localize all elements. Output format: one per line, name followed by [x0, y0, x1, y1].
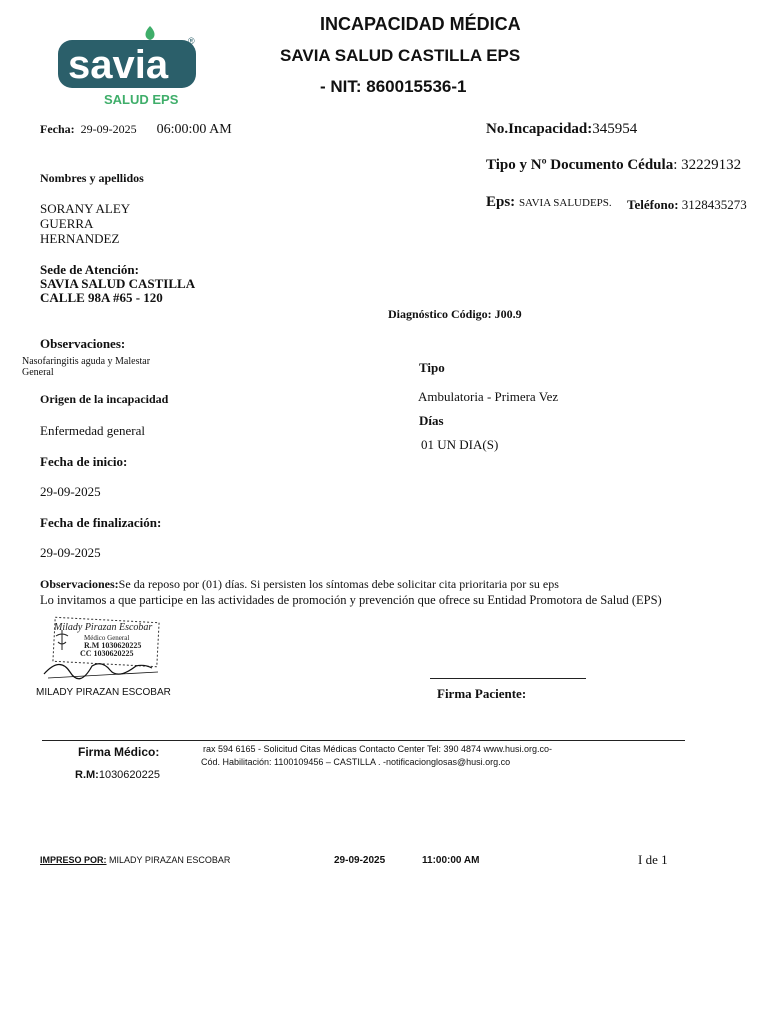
doctor-name: MILADY PIRAZAN ESCOBAR	[36, 687, 171, 698]
firma-paciente-label: Firma Paciente:	[437, 686, 527, 701]
tipo-label: Tipo	[419, 360, 445, 375]
patient-name-line2: GUERRA	[40, 216, 94, 231]
eps-label: Eps:	[486, 194, 516, 210]
nit: - NIT: 860015536-1	[320, 77, 467, 96]
eps-row	[486, 194, 612, 211]
sede-address: CALLE 98A #65 - 120	[40, 290, 163, 305]
fecha-fin-value: 29-09-2025	[40, 545, 101, 560]
eps-value: SAVIA SALUDEPS.	[518, 197, 612, 209]
documento-number: : 32229132	[673, 157, 742, 173]
divider-line	[42, 740, 685, 741]
fecha-fin-label: Fecha de finalización:	[40, 515, 162, 530]
incapacidad-label: No.Incapacidad:	[486, 121, 593, 137]
observaciones2-text: Se da reposo por (01) días. Si persisten los síntomas debe solicitar cita prioritaria por su eps	[118, 577, 559, 591]
observaciones-reposo	[40, 577, 559, 592]
impreso-label: IMPRESO POR:	[40, 855, 107, 865]
stamp-rm: R.M 1030620225	[84, 641, 142, 650]
rm-row	[75, 769, 160, 781]
doctor-signature-stamp	[40, 616, 164, 682]
fecha-label: Fecha:	[40, 122, 75, 136]
sede-label: Sede de Atención:	[40, 262, 139, 277]
contacto-line1: rax 594 6165 - Solicitud Citas Médicas Contacto Center Tel: 390 4874 www.husi.org.co-	[203, 744, 553, 754]
sede-name: SAVIA SALUD CASTILLA	[40, 276, 196, 291]
stamp-title: Médico General	[84, 634, 130, 642]
diagnostico-code: Diagnóstico Código: J00.9	[388, 307, 522, 321]
savia-logo	[58, 24, 200, 108]
logo-brand: savia	[68, 43, 169, 87]
rm-value: 1030620225	[98, 769, 161, 781]
patient-name-line3: HERNANDEZ	[40, 231, 120, 246]
nombres-label: Nombres y apellidos	[40, 171, 144, 185]
observaciones2-label: Observaciones:	[40, 577, 119, 591]
rm-label: R.M:	[75, 769, 99, 781]
dias-label: Días	[419, 413, 444, 428]
incapacidad-row	[486, 121, 637, 138]
stamp-name: Milady Pirazan Escobar	[54, 622, 153, 633]
patient-name-line1: SORANY ALEY	[40, 201, 131, 216]
fecha-row	[40, 122, 232, 138]
incapacidad-number: 345954	[592, 121, 638, 137]
logo-registered: ®	[188, 36, 195, 46]
contacto-line2: Cód. Habilitación: 1100109456 – CASTILLA . -notificacionglosas@husi.org.co	[201, 757, 511, 767]
tipo-value: Ambulatoria - Primera Vez	[418, 389, 559, 404]
fecha-inicio-value: 29-09-2025	[40, 484, 101, 499]
print-time: 11:00:00 AM	[422, 855, 480, 866]
logo-tagline: SALUD EPS	[104, 92, 179, 107]
observaciones-label: Observaciones:	[40, 336, 126, 351]
dias-value: 01 UN DIA(S)	[421, 437, 499, 452]
promocion-text: Lo invitamos a que participe en las actividades de promoción y prevención que ofrece su Entidad Promotora de Salud (EPS)	[40, 593, 662, 607]
observaciones-line2: General	[22, 367, 54, 378]
firma-medico-label: Firma Médico:	[78, 745, 160, 759]
documento-row	[486, 157, 741, 174]
page-indicator: I de 1	[638, 852, 668, 867]
fecha-date: 29-09-2025	[80, 122, 137, 136]
origen-value: Enfermedad general	[40, 423, 146, 438]
observaciones-line1: Nasofaringitis aguda y Malestar	[22, 356, 151, 367]
telefono-value: 3128435273	[681, 197, 747, 212]
print-date: 29-09-2025	[334, 855, 386, 866]
impreso-value: MILADY PIRAZAN ESCOBAR	[109, 855, 231, 865]
impreso-por-row	[40, 855, 230, 865]
document-title: INCAPACIDAD MÉDICA	[320, 14, 521, 34]
fecha-inicio-label: Fecha de inicio:	[40, 454, 128, 469]
origen-label: Origen de la incapacidad	[40, 392, 169, 406]
eps-name: SAVIA SALUD CASTILLA EPS	[280, 46, 521, 65]
telefono-row	[627, 197, 747, 213]
telefono-label: Teléfono:	[627, 197, 679, 212]
fecha-time: 06:00:00 AM	[156, 122, 232, 137]
patient-signature-line	[430, 678, 586, 679]
stamp-cc: CC 1030620225	[80, 649, 134, 658]
documento-label: Tipo y Nº Documento Cédula	[486, 157, 674, 173]
